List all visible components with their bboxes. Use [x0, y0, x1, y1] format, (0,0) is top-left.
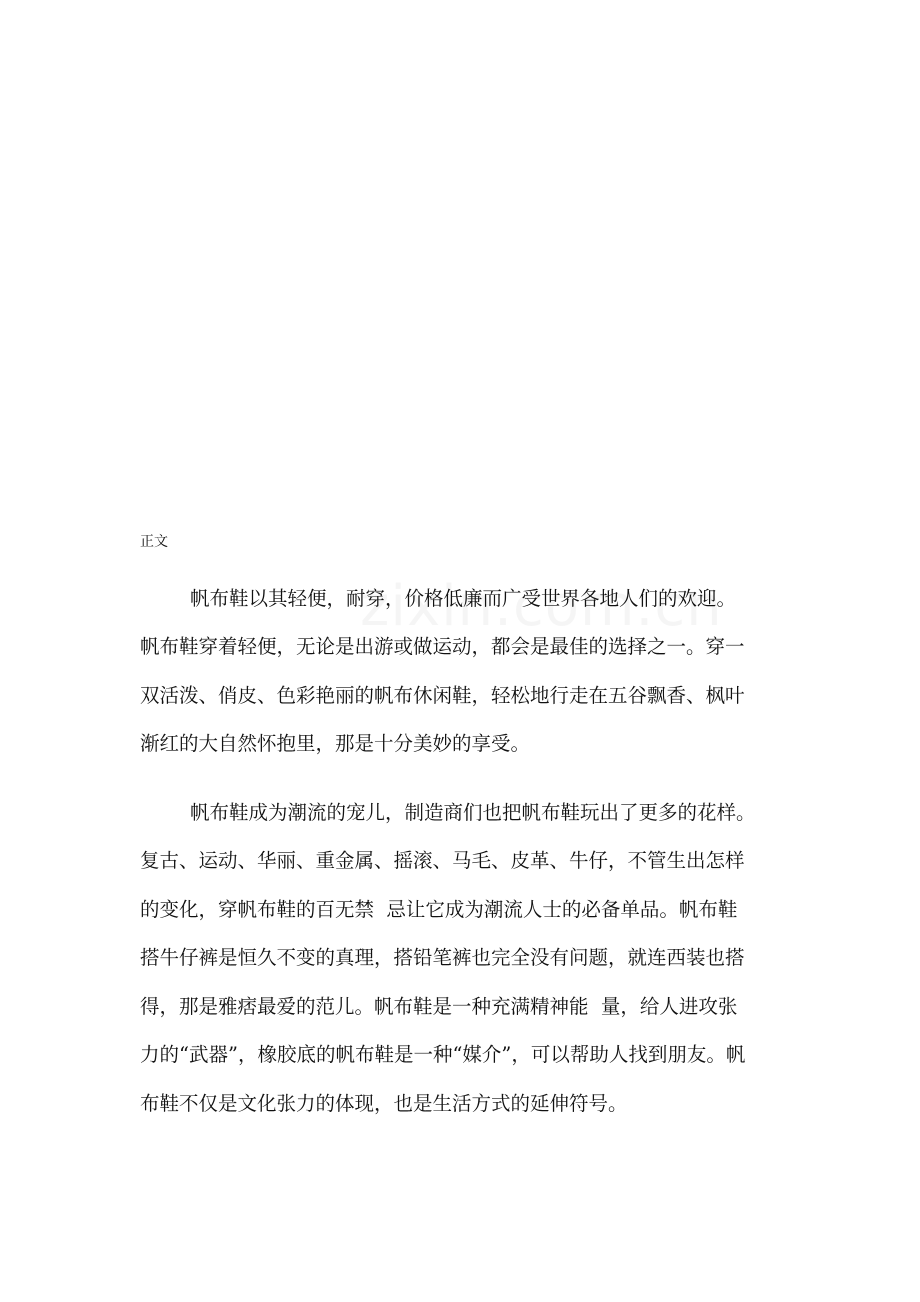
- paragraph-line: 布鞋不仅是文化张力的体现，也是生活方式的延伸符号。: [140, 1092, 628, 1115]
- paragraph-line: 双活泼、俏皮、色彩艳丽的帆布休闲鞋，轻松地行走在五谷飘香、枫叶: [140, 684, 745, 707]
- paragraph-line: 复古、运动、华丽、重金属、摇滚、马毛、皮革、牛仔，不管生出怎样: [140, 849, 745, 872]
- paragraph-line: 帆布鞋成为潮流的宠儿，制造商们也把帆布鞋玩出了更多的花样。: [190, 801, 756, 824]
- paragraph-line: 的变化，穿帆布鞋的百无禁 忌让它成为潮流人士的必备单品。帆布鞋: [140, 898, 738, 921]
- paragraph-line: 帆布鞋穿着轻便，无论是出游或做运动，都会是最佳的选择之一。穿一: [140, 635, 745, 658]
- paragraph-line: 帆布鞋以其轻便，耐穿，价格低廉而广受世界各地人们的欢迎。: [190, 587, 737, 610]
- paragraph-line: 搭牛仔裤是恒久不变的真理，搭铅笔裤也完全没有问题，就连西装也搭: [140, 946, 745, 969]
- paragraph-line: 渐红的大自然怀抱里，那是十分美妙的享受。: [140, 732, 531, 755]
- paragraph-line: 得，那是雅痞最爱的范儿。帆布鞋是一种充满精神能 量，给人进攻张: [140, 995, 738, 1018]
- paragraph-line: 力的“武器”，橡胶底的帆布鞋是一种“媒介”，可以帮助人找到朋友。帆: [140, 1043, 746, 1066]
- section-heading: 正文: [140, 534, 168, 550]
